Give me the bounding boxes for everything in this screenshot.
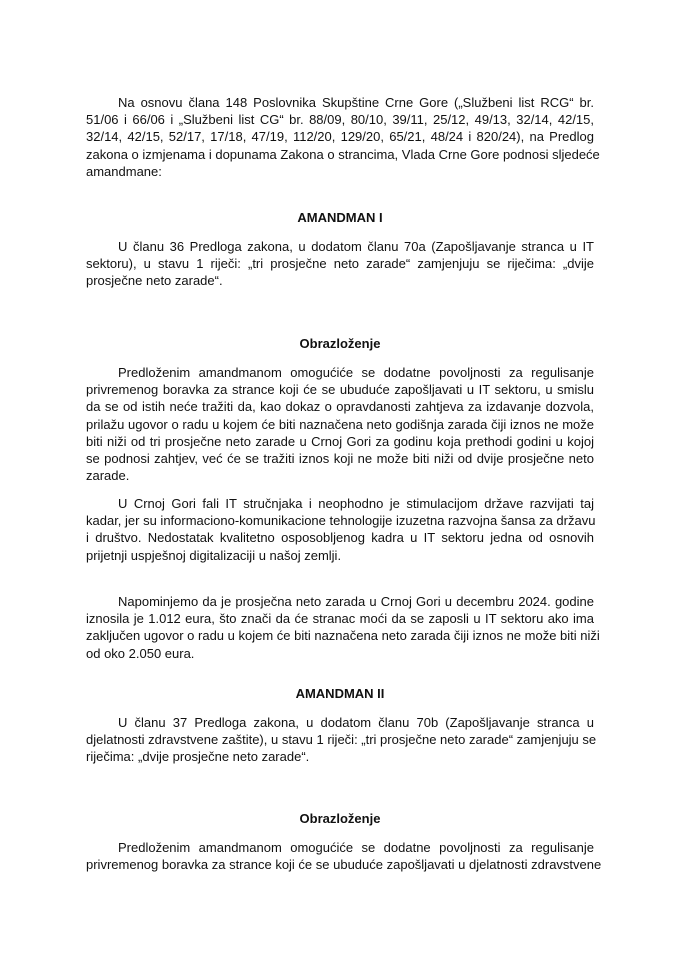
text-line: zarade.	[86, 468, 130, 484]
text-line: prilažu ugovor o radu u kojem će biti naznačena neto godišnja zarada čiji iznos ne može	[86, 416, 594, 432]
text-line: U Crnoj Gori fali IT stručnjaka i neophodno je stimulacijom države razvijati taj	[118, 496, 594, 511]
text-line: Predloženim amandmanom omogućiće se dodatne povoljnosti za regulisanje	[118, 365, 594, 380]
text-line: Na osnovu člana 148 Poslovnika Skupštine Crne Gore („Službeni list RCG“ br.	[118, 95, 594, 110]
amendment-1-explanation-paragraph-1	[86, 364, 594, 484]
text-line: Predloženim amandmanom omogućiće se dodatne povoljnosti za regulisanje	[118, 840, 594, 855]
text-line: iznosila je 1.012 eura, što znači da će stranac moći da se zaposli u IT sektoru ako ima	[86, 611, 594, 627]
text-line: zakona o izmjenama i dopunama Zakona o strancima, Vlada Crne Gore podnosi sljedeće	[86, 146, 600, 162]
text-line: da se od istih neće tražiti da, kao dokaz o opravdanosti zahtjeva za izdavanje dozvola,	[86, 399, 594, 415]
amendment-2-explanation-paragraph-1	[86, 839, 602, 873]
text-line: amandmane:	[86, 163, 162, 179]
amendment-2-heading: AMANDMAN II	[295, 686, 385, 701]
text-line: prijetnji uspješnoj digitalizaciji u našoj zemlji.	[86, 547, 342, 563]
text-line: prosječne neto zarade“.	[86, 273, 223, 289]
text-line: privremenog boravka za strance koji će se ubuduće zapošljavati u IT sektoru, u smislu	[86, 382, 594, 398]
amendment-1-text	[86, 238, 594, 290]
text-line: kadar, jer su informaciono-komunikacione tehnologije izuzetna razvojna šansa za državu	[86, 513, 596, 529]
text-line: 32/14, 42/15, 52/17, 17/18, 47/19, 112/20, 129/20, 65/21, 48/24 i 820/24), na Predlog	[86, 129, 594, 145]
amendment-1-heading: AMANDMAN I	[297, 210, 383, 225]
text-line: U članu 36 Predloga zakona, u dodatom članu 70a (Zapošljavanje stranca u IT	[118, 239, 594, 254]
text-line: biti niži od tri prosječne neto zarade u Crnoj Gori za godinu koja prethodi godini u kojoj	[86, 433, 594, 449]
amendment-2-explanation-heading: Obrazloženje	[299, 811, 381, 826]
text-line: privremenog boravka za strance koji će se ubuduće zapošljavati u djelatnosti zdravstvene	[86, 857, 602, 873]
amendment-1-explanation-paragraph-2	[86, 495, 594, 564]
amendment-1-explanation-paragraph-3	[86, 593, 600, 662]
text-line: i društvo. Nedostatak kvalitetno osposobljenog kadra u IT sektoru jedna od osnovih	[86, 530, 594, 546]
text-line: se podnosi zahtjev, već će se tražiti iznos koji ne može biti niži od dvije prosječne neto	[86, 450, 594, 466]
text-line: riječima: „dvije prosječne neto zarade“.	[86, 749, 310, 765]
text-line: 51/06 i 66/06 i „Službeni list CG“ br. 88/09, 80/10, 39/11, 25/12, 49/13, 32/14, 42/15,	[86, 112, 594, 128]
text-line: Napominjemo da je prosječna neto zarada u Crnoj Gori u decembru 2024. godine	[118, 594, 594, 609]
text-line: sektoru), u stavu 1 riječi: „tri prosječne neto zarade“ zamjenjuju se riječima: „dvije	[86, 256, 594, 272]
text-line: od oko 2.050 eura.	[86, 645, 195, 661]
text-line: djelatnosti zdravstvene zaštite), u stavu 1 riječi: „tri prosječne neto zarade“ zamjenjuju se	[86, 732, 597, 748]
text-line: zaključen ugovor o radu u kojem će biti naznačena neto zarada čiji iznos ne može biti niži	[86, 628, 600, 644]
amendment-2-text	[86, 714, 597, 766]
text-line: U članu 37 Predloga zakona, u dodatom članu 70b (Zapošljavanje stranca u	[118, 715, 594, 730]
preamble-paragraph	[86, 94, 600, 180]
amendment-1-explanation-heading: Obrazloženje	[299, 336, 381, 351]
